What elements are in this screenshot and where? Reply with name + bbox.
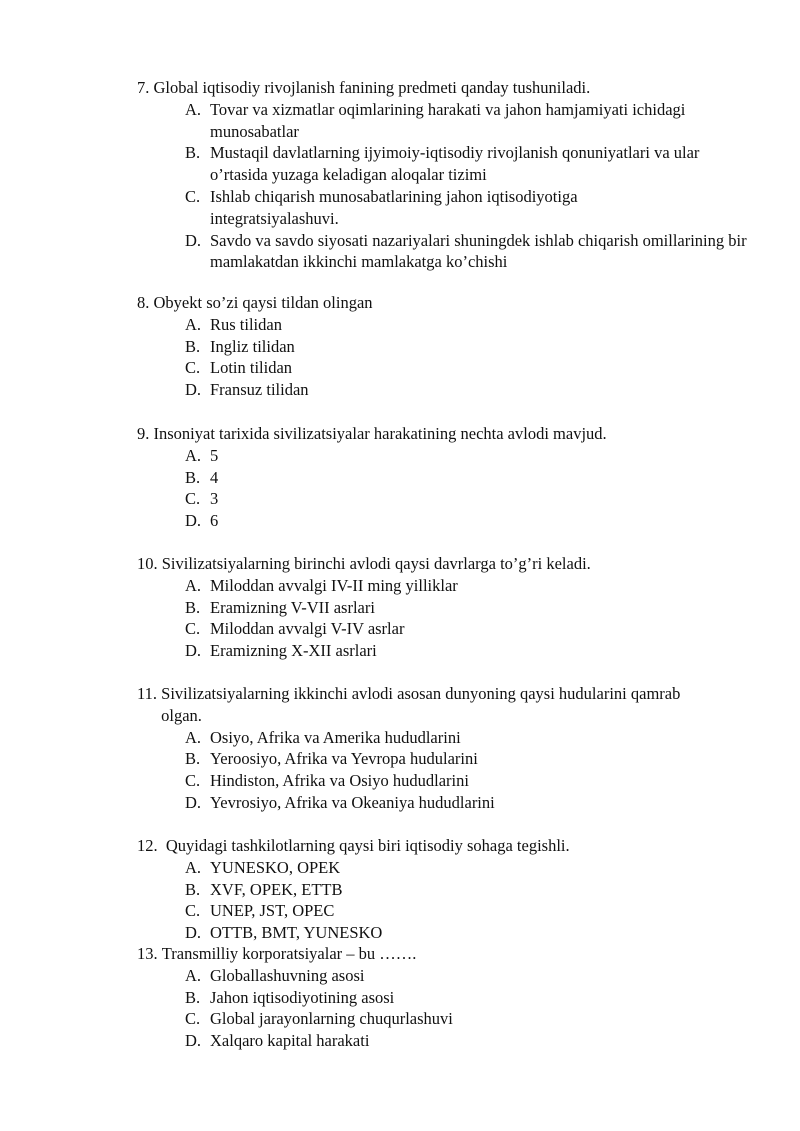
option-text: Rus tilidan — [210, 314, 282, 334]
option-d — [137, 510, 757, 532]
question-text: Quyidagi tashkilotlarning qaysi biri iqtisodiy sohaga tegishli. — [165, 836, 570, 855]
question-text: Obyekt so’zi qaysi tildan olingan — [153, 293, 373, 312]
option-c — [137, 900, 757, 922]
option-letter: D. — [185, 641, 202, 661]
option-text: Ingliz tilidan — [210, 336, 295, 356]
option-b — [137, 879, 757, 901]
option-text: Tovar va xizmatlar oqimlarining harakati va jahon hamjamiyati ichidagi munosabatlar — [210, 99, 686, 141]
option-letter: C. — [185, 1009, 201, 1029]
option-a — [137, 575, 757, 597]
option-letter: A. — [185, 445, 202, 465]
option-b — [137, 748, 757, 770]
option-letter: B. — [185, 597, 201, 617]
option-text: Yeroosiyo, Afrika va Yevropa hudularini — [210, 749, 478, 769]
option-letter: D. — [185, 380, 202, 400]
question-text: Insoniyat tarixida sivilizatsiyalar harakatining nechta avlodi mavjud. — [153, 424, 607, 443]
option-c — [137, 357, 757, 379]
option-letter: C. — [185, 186, 201, 206]
option-letter: B. — [185, 879, 201, 899]
question-10 — [137, 553, 757, 662]
option-c — [137, 488, 757, 510]
option-text: Hindiston, Afrika va Osiyo hududlarini — [210, 771, 469, 791]
option-letter: A. — [185, 727, 202, 747]
question-12 — [137, 835, 757, 944]
question-number: 12. — [137, 836, 158, 855]
option-text: Xalqaro kapital harakati — [210, 1031, 370, 1051]
option-text: 3 — [210, 489, 219, 509]
option-text: Miloddan avvalgi V-IV asrlar — [210, 619, 405, 639]
option-d — [137, 792, 757, 814]
question-text: Sivilizatsiyalarning ikkinchi avlodi asosan dunyoning qaysi hudularini qamrab olgan. — [161, 684, 681, 725]
option-text: YUNESKO, OPEK — [210, 857, 341, 877]
option-text: Yevrosiyo, Afrika va Okeaniya hududlarini — [210, 792, 495, 812]
question-text: Global iqtisodiy rivojlanish fanining predmeti qanday tushuniladi. — [153, 78, 591, 97]
option-letter: C. — [185, 771, 201, 791]
option-text: Ishlab chiqarish munosabatlarining jahon iqtisodiyotiga integratsiyalashuvi. — [210, 186, 578, 228]
question-number: 8. — [137, 293, 150, 312]
option-text: Jahon iqtisodiyotining asosi — [210, 987, 395, 1007]
option-text: 6 — [210, 511, 219, 531]
question-13 — [137, 943, 757, 1052]
option-d — [137, 379, 757, 401]
option-letter: B. — [185, 336, 201, 356]
option-letter: D. — [185, 1031, 202, 1051]
option-b — [137, 336, 757, 358]
question-9 — [137, 423, 757, 532]
option-a — [137, 99, 757, 143]
option-text: Eramizning V-VII asrlari — [210, 597, 375, 617]
question-number: 10. — [137, 554, 158, 573]
option-b — [137, 987, 757, 1009]
option-letter: D. — [185, 923, 202, 943]
option-text: UNEP, JST, OPEC — [210, 901, 335, 921]
option-letter: C. — [185, 358, 201, 378]
option-text: Fransuz tilidan — [210, 380, 309, 400]
option-text: Savdo va savdo siyosati nazariyalari shuningdek ishlab chiqarish omillarining bir mamlakatdan ikkinchi mamlakatga ko’chishi — [210, 230, 747, 272]
option-a — [137, 727, 757, 749]
question-number: 11. — [137, 684, 158, 703]
option-letter: B. — [185, 749, 201, 769]
option-letter: B. — [185, 143, 201, 163]
option-letter: D. — [185, 511, 202, 531]
option-letter: B. — [185, 467, 201, 487]
option-d — [137, 230, 757, 274]
option-letter: A. — [185, 575, 202, 595]
option-b — [137, 597, 757, 619]
option-letter: A. — [185, 314, 202, 334]
option-letter: B. — [185, 987, 201, 1007]
option-letter: D. — [185, 792, 202, 812]
option-text: Lotin tilidan — [210, 358, 293, 378]
option-text: Globallashuvning asosi — [210, 965, 365, 985]
option-c — [137, 618, 757, 640]
option-letter: C. — [185, 489, 201, 509]
option-c — [137, 1008, 757, 1030]
option-text: Global jarayonlarning chuqurlashuvi — [210, 1009, 453, 1029]
option-letter: A. — [185, 99, 202, 119]
question-text: Sivilizatsiyalarning birinchi avlodi qaysi davrlarga to’g’ri keladi. — [161, 554, 591, 573]
question-8 — [137, 292, 757, 401]
option-a — [137, 965, 757, 987]
option-b — [137, 467, 757, 489]
question-number: 7. — [137, 78, 150, 97]
option-c — [137, 770, 757, 792]
option-a — [137, 445, 757, 467]
option-text: Mustaqil davlatlarning ijyimoiy-iqtisodiy rivojlanish qonuniyatlari va ular o’rtasida yuzaga keladigan aloqalar tizimi — [210, 143, 700, 185]
option-a — [137, 314, 757, 336]
option-d — [137, 1030, 757, 1052]
question-number: 13. — [137, 944, 158, 963]
option-text: 5 — [210, 445, 219, 465]
option-b — [137, 142, 757, 186]
option-a — [137, 857, 757, 879]
question-text: Transmilliy korporatsiyalar – bu ……. — [161, 944, 417, 963]
option-d — [137, 640, 757, 662]
option-text: OTTB, BMT, YUNESKO — [210, 923, 383, 943]
question-number: 9. — [137, 424, 150, 443]
option-letter: D. — [185, 230, 202, 250]
option-text: 4 — [210, 467, 219, 487]
option-c — [137, 186, 757, 230]
option-text: Miloddan avvalgi IV-II ming yilliklar — [210, 575, 458, 595]
option-d — [137, 922, 757, 944]
option-text: XVF, OPEK, ETTB — [210, 879, 343, 899]
question-11 — [137, 683, 757, 814]
option-letter: A. — [185, 965, 202, 985]
option-text: Eramizning X-XII asrlari — [210, 641, 377, 661]
question-7 — [137, 77, 757, 273]
option-letter: C. — [185, 619, 201, 639]
option-letter: C. — [185, 901, 201, 921]
option-letter: A. — [185, 857, 202, 877]
option-text: Osiyo, Afrika va Amerika hududlarini — [210, 727, 461, 747]
